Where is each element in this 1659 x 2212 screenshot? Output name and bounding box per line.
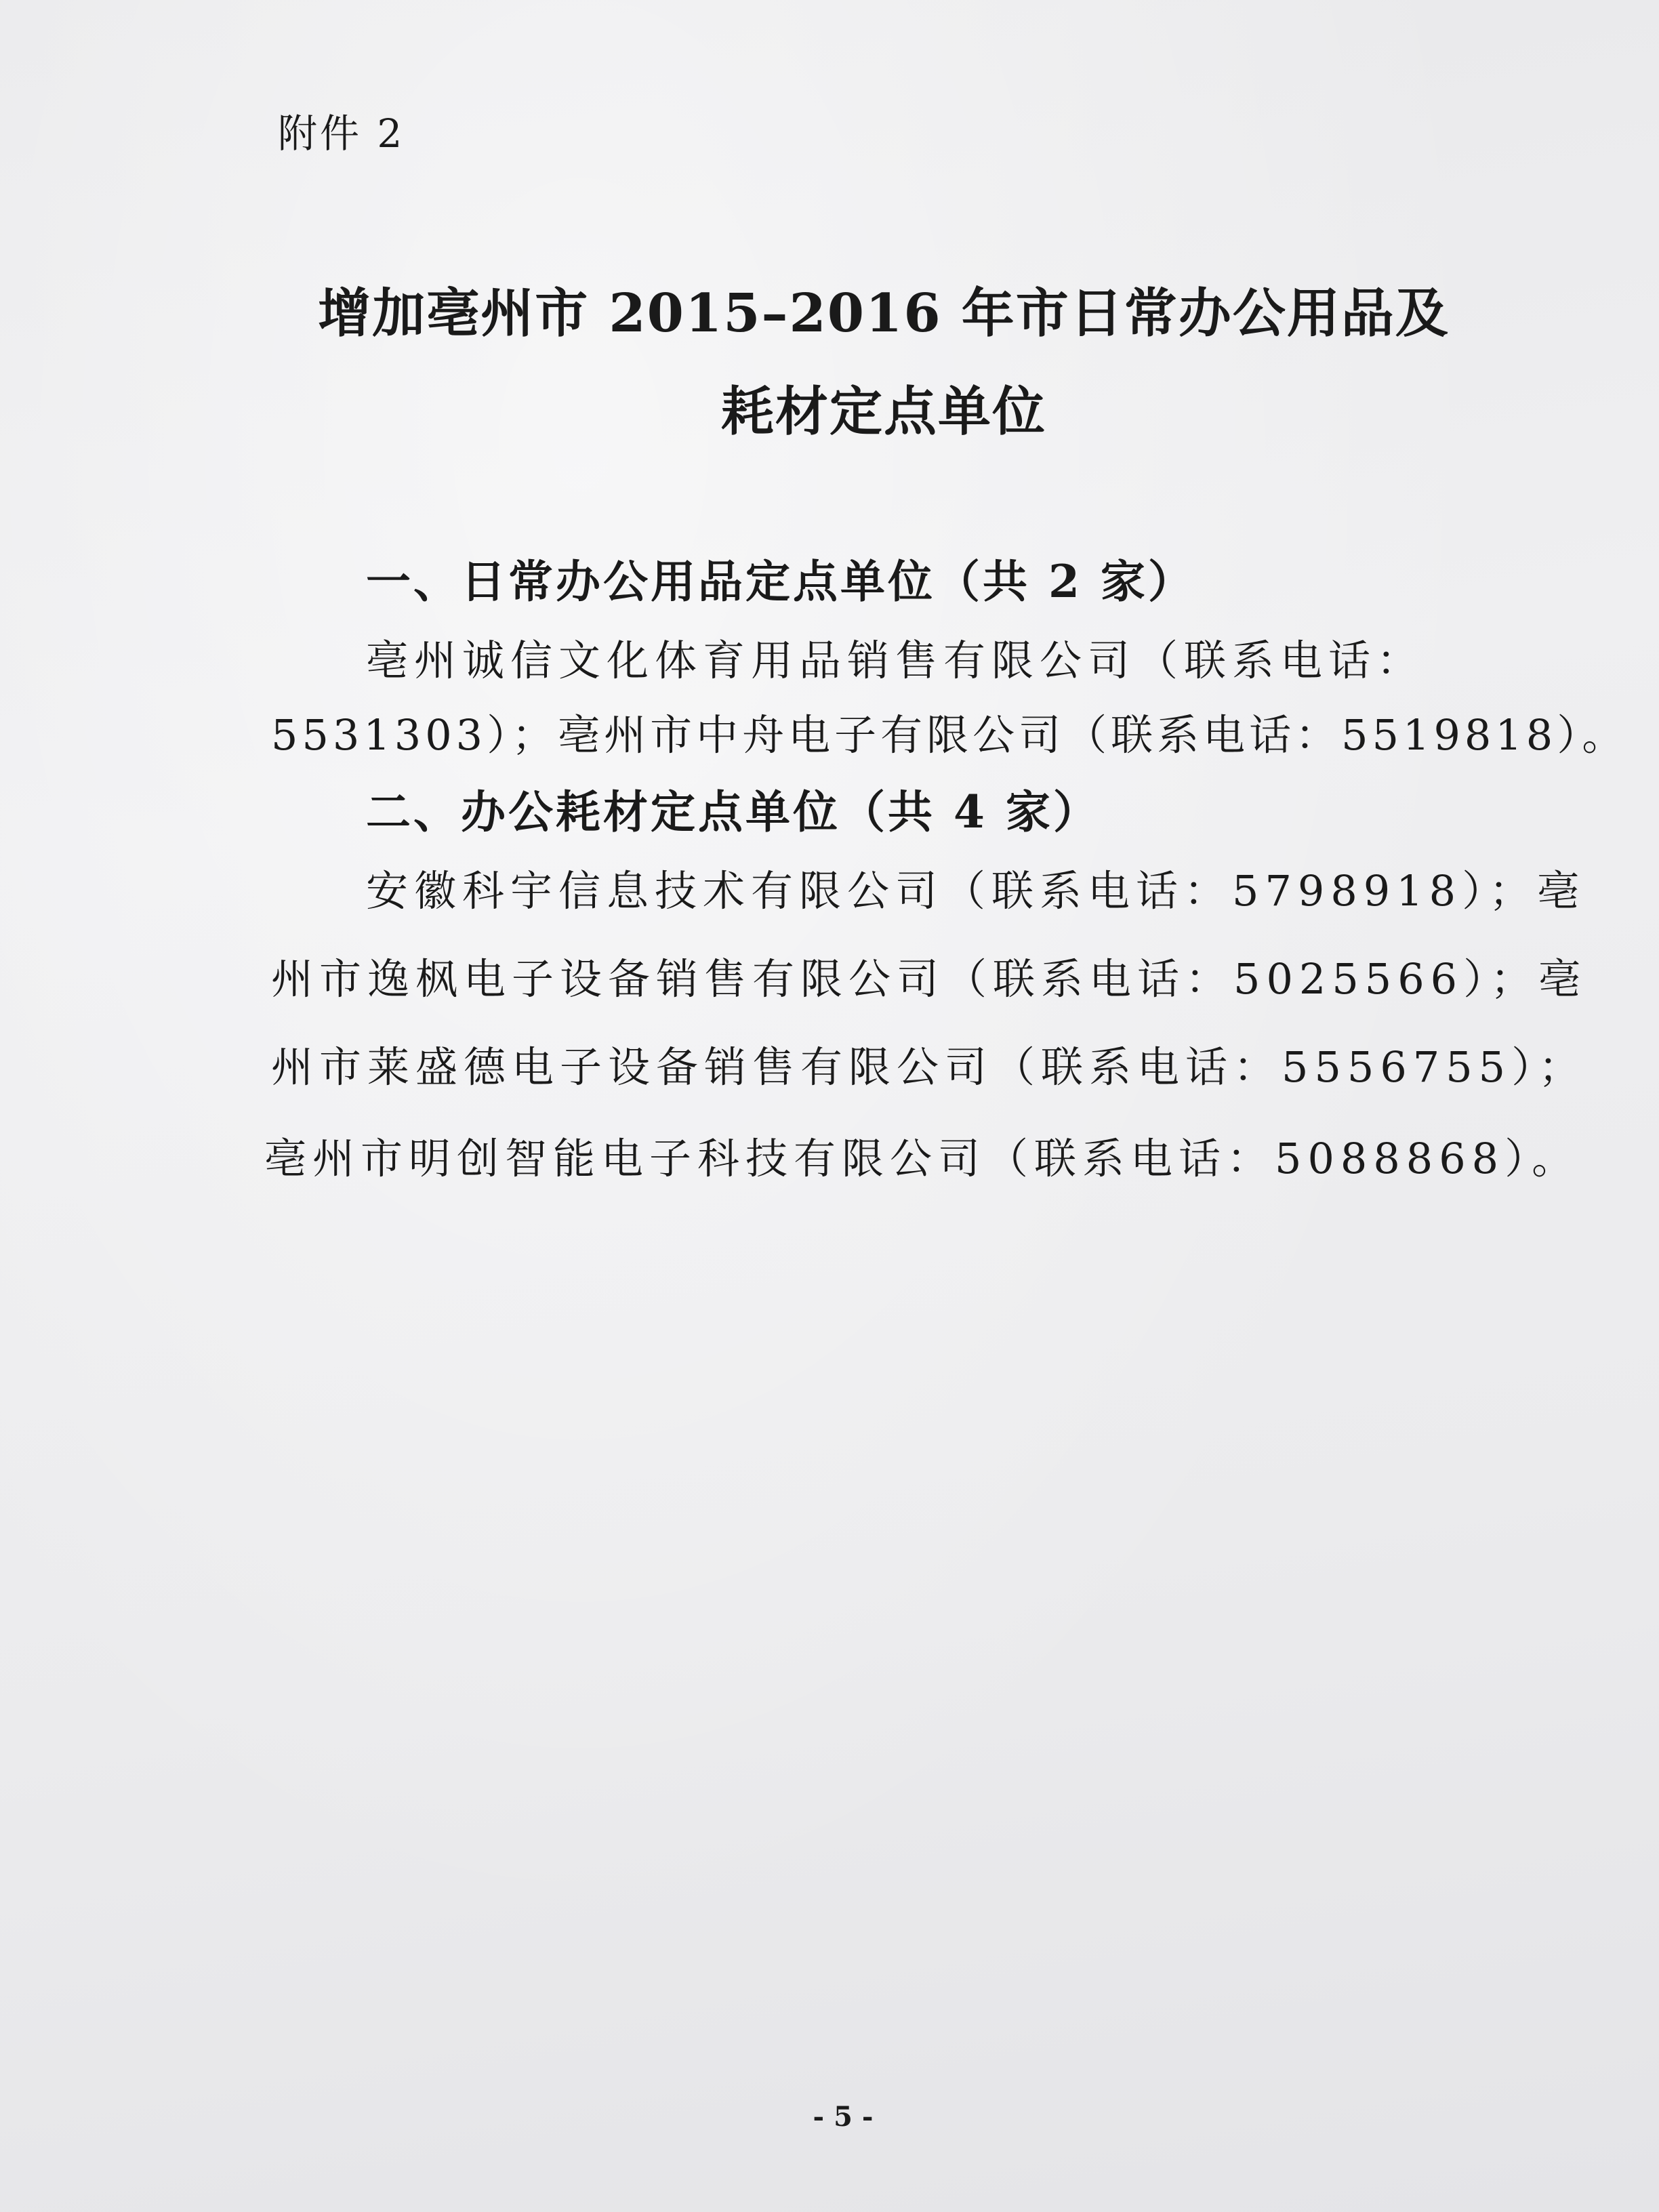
document-title-line-2: 耗材定点单位 [720,381,1046,443]
section-1-text-line: 亳州诚信文化体育用品销售有限公司（联系电话： [366,636,1425,685]
section-2-text-line: 州市莱盛德电子设备销售有限公司（联系电话：5556755）； [271,1042,1587,1092]
page-number: - 5 - [813,2101,874,2133]
section-1-text-line: 5531303）；亳州市中舟电子有限公司（联系电话：5519818）。 [271,710,1629,760]
attachment-label: 附件 2 [278,110,405,157]
section-2-text-line: 安徽科宇信息技术有限公司（联系电话：5798918）；亳 [366,866,1586,916]
document-title-line-1: 增加亳州市 2015–2016 年市日常办公用品及 [318,283,1450,344]
section-1-heading: 一、日常办公用品定点单位（共 2 家） [366,555,1195,608]
section-2-text-line: 州市逸枫电子设备销售有限公司（联系电话：5025566）；亳 [271,954,1587,1004]
section-2-heading: 二、办公耗材定点单位（共 4 家） [366,785,1101,838]
section-2-text-line: 亳州市明创智能电子科技有限公司（联系电话：5088868）。 [264,1134,1580,1183]
